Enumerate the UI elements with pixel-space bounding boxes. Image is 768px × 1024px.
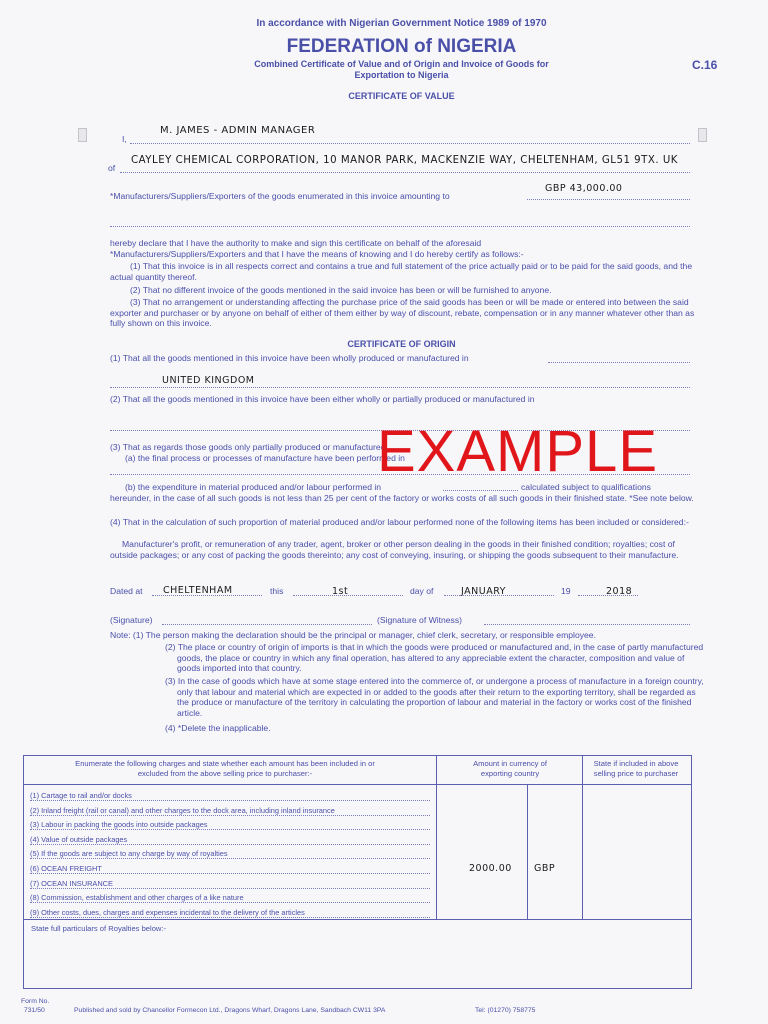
note-3: (3) In the case of goods which have at some stage entered into the commerce of, or undergone a process of manufacture in a foreign country, only that labour and material which are expected in or added to the goods after their return to the exporting territory, shall be regarded as the produce or manufacture of the territory in calculating the proportion of labour and material in the factory or works cost of the finished article. xyxy=(165,676,704,718)
charge-row-label: (3) Labour in packing the goods into outside packages xyxy=(30,820,212,829)
witness-signature-line[interactable] xyxy=(484,624,690,625)
table-col-divider-1 xyxy=(436,755,437,919)
origin-clause-2: (2) That all the goods mentioned in this invoice have been either wholly or partially produced or manufactured in xyxy=(110,394,535,404)
country-line xyxy=(110,387,690,388)
charge-row-label: (7) OCEAN INSURANCE xyxy=(30,879,117,888)
charge-row-label: (1) Cartage to rail and/or docks xyxy=(30,791,136,800)
certificate-of-value-title: CERTIFICATE OF VALUE xyxy=(348,91,455,101)
authority-line1: hereby declare that I have the authority to make and sign this certificate on behalf of the aforesaid xyxy=(110,238,482,248)
authority-line2: *Manufacturers/Suppliers/Exporters and that I have the means of knowing and I do hereby certify as follows:- xyxy=(110,249,524,259)
origin-clause-3b-part2: calculated subject to qualifications xyxy=(521,482,651,492)
value-clause-1: (1) That this invoice is in all respects correct and contains a true and full statement of the price actually paid or to be paid for the said goods, and the actual quantity thereof. xyxy=(110,261,693,282)
value-clause-2: (2) That no different invoice of the goods mentioned in the said invoice has been or will be furnished to anyone. xyxy=(130,285,552,295)
charge-row-leader xyxy=(30,829,430,830)
origin-clause-3a: (a) the final process or processes of manufacture have been performed in xyxy=(125,453,405,463)
amount-line xyxy=(527,199,690,200)
royalties-label: State full particulars of Royalties below:- xyxy=(31,924,167,933)
charge-row-label: (9) Other costs, dues, charges and expenses incidental to the delivery of the articles xyxy=(30,908,309,917)
this-label: this xyxy=(270,586,284,596)
dated-day[interactable]: 1st xyxy=(332,586,349,597)
declarant-name[interactable]: M. JAMES - ADMIN MANAGER xyxy=(160,125,316,136)
origin-clause-3b-line xyxy=(443,490,518,491)
origin-clause-1-line xyxy=(548,362,690,363)
publisher-tel: Tel: (01270) 758775 xyxy=(475,1007,536,1014)
ocean-freight-amount[interactable]: 2000.00 xyxy=(469,863,512,874)
origin-country[interactable]: UNITED KINGDOM xyxy=(162,375,255,386)
example-watermark: EXAMPLE xyxy=(377,419,658,484)
origin-clause-1: (1) That all the goods mentioned in this invoice have been wholly produced or manufactured in xyxy=(110,353,469,363)
form-title: FEDERATION of NIGERIA xyxy=(286,36,517,57)
form-no: 731/50 xyxy=(24,1007,45,1014)
note-4: (4) *Delete the inapplicable. xyxy=(165,723,271,733)
charge-row-label: (8) Commission, establishment and other charges of a like nature xyxy=(30,893,248,902)
right-margin-mark xyxy=(698,128,707,142)
certificate-of-origin-title: CERTIFICATE OF ORIGIN xyxy=(347,339,456,349)
charge-row-label: (2) Inland freight (rail or canal) and other charges to the dock area, including inland insurance xyxy=(30,806,339,815)
amount-value[interactable]: GBP 43,000.00 xyxy=(545,183,623,194)
value-clause-3: (3) That no arrangement or understanding affecting the purchase price of the said goods has been or will be made or entered into between the said exporter and purchaser or by anyone on behalf of either of them either by way of discount, rebate, compensation or in any manner whatever other than as fully shown on this invoice. xyxy=(110,297,695,329)
table-header-amount: Amount in currency of exporting country xyxy=(473,759,547,778)
origin-clause-3b-part1: (b) the expenditure in material produced and/or labour performed in xyxy=(125,482,382,492)
company-line xyxy=(120,172,690,173)
table-currency-divider xyxy=(527,784,528,919)
signature-label: (Signature) xyxy=(110,615,153,625)
form-subtitle-line1: Combined Certificate of Value and of Origin and Invoice of Goods for xyxy=(254,59,549,69)
table-body-divider xyxy=(23,919,691,920)
form-code: C.16 xyxy=(692,58,718,72)
charge-row-leader xyxy=(30,902,430,903)
notice-line: In accordance with Nigerian Government Notice 1989 of 1970 xyxy=(256,18,547,29)
company-address[interactable]: CAYLEY CHEMICAL CORPORATION, 10 MANOR PARK, MACKENZIE WAY, CHELTENHAM, GL51 9TX. UK xyxy=(131,155,678,166)
dated-year[interactable]: 2018 xyxy=(606,586,633,597)
charge-row-leader xyxy=(30,858,430,859)
origin-clause-3: (3) That as regards those goods only partially produced or manufactured xyxy=(110,442,386,452)
table-header-state: State if included in above selling price to purchaser xyxy=(593,759,679,778)
signature-line[interactable] xyxy=(162,624,372,625)
amount-label: *Manufacturers/Suppliers/Exporters of the goods enumerated in this invoice amounting to xyxy=(110,191,450,201)
note-2: (2) The place or country of origin of imports is that in which the goods were produced or manufactured and, in the case of partly manufactured goods, the place or country in which any final operation, has altered to any appreciable extent the character, composition and value of goods imported into that country. xyxy=(165,642,704,674)
table-header-description: Enumerate the following charges and state whether each amount has been included in or excluded from the above selling price to purchaser:- xyxy=(75,759,375,778)
publisher-line: Published and sold by Chancellor Formecon Ltd., Dragons Wharf, Dragons Lane, Sandbach CW11 3PA xyxy=(74,1007,386,1014)
table-col-divider-2 xyxy=(582,755,583,919)
i-label: I, xyxy=(122,134,127,144)
charge-row-label: (4) Value of outside packages xyxy=(30,835,131,844)
charge-row-label: (5) If the goods are subject to any charge by way of royalties xyxy=(30,849,232,858)
charge-row-leader xyxy=(30,800,430,801)
charge-row-leader xyxy=(30,815,430,816)
dated-place[interactable]: CHELTENHAM xyxy=(163,585,233,596)
ocean-freight-currency[interactable]: GBP xyxy=(534,863,556,874)
amount-extra-line xyxy=(110,226,690,227)
name-line xyxy=(130,143,690,144)
form-no-label: Form No. xyxy=(21,998,50,1005)
dated-month[interactable]: JANUARY xyxy=(461,586,506,597)
table-header-divider xyxy=(23,784,691,785)
origin-clause-4-items: Manufacturer's profit, or remuneration of any trader, agent, broker or other person dealing in the goods in their finished condition; royalties; cost of outside packages; or any cost of packing the goods thereinto; any cost of conveying, insuring, or shipping the goods subsequent to their manufacture. xyxy=(110,539,679,560)
witness-signature-label: (Signature of Witness) xyxy=(377,615,463,625)
origin-clause-3b-rest: hereunder, in the case of all such goods is not less than 25 per cent of the factory or works costs of all such goods in their finished state. *See note below. xyxy=(110,493,694,503)
day-of-label: day of xyxy=(410,586,434,596)
note-1: Note: (1) The person making the declaration should be the principal or manager, chief clerk, secretary, or responsible employee. xyxy=(110,630,596,640)
charge-row-leader xyxy=(30,888,430,889)
charge-row-label: (6) OCEAN FREIGHT xyxy=(30,864,106,873)
origin-clause-4: (4) That in the calculation of such proportion of material produced and/or labour performed none of the following items has been included or considered:- xyxy=(110,517,689,527)
year-prefix-label: 19 xyxy=(561,586,571,596)
charge-row-leader xyxy=(30,844,430,845)
left-margin-mark xyxy=(78,128,87,142)
charge-row-leader xyxy=(30,917,430,918)
form-subtitle-line2: Exportation to Nigeria xyxy=(354,70,449,80)
dated-at-label: Dated at xyxy=(110,586,143,596)
of-label: of xyxy=(108,163,116,173)
charge-row-leader xyxy=(30,873,430,874)
